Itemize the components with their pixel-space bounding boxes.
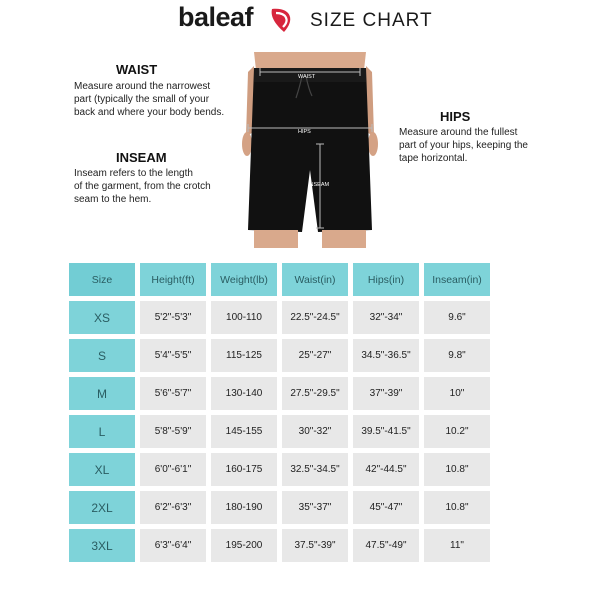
weight-cell: 160-175 (211, 453, 277, 486)
header-height: Height(ft) (140, 263, 206, 296)
size-cell: 2XL (69, 491, 135, 524)
inseam-cell: 10.2" (424, 415, 490, 448)
weight-cell: 130-140 (211, 377, 277, 410)
hips-line-3: tape horizontal. (399, 153, 468, 164)
size-cell: S (69, 339, 135, 372)
waist-cell: 30"-32" (282, 415, 348, 448)
weight-cell: 115-125 (211, 339, 277, 372)
header-size: Size (69, 263, 135, 296)
inseam-line-3: seam to the hem. (74, 194, 152, 205)
height-cell: 5'6"-5'7" (140, 377, 206, 410)
header-waist: Waist(in) (282, 263, 348, 296)
inseam-line-1: Inseam refers to the length (74, 168, 193, 179)
inseam-cell: 11" (424, 529, 490, 562)
table-row (69, 415, 490, 448)
hips-line-1: Measure around the fullest (399, 127, 518, 138)
table-header-row (69, 263, 490, 296)
weight-cell: 100-110 (211, 301, 277, 334)
size-cell: XL (69, 453, 135, 486)
table-row (69, 339, 490, 372)
hips-cell: 32"-34" (353, 301, 419, 334)
header-inseam: Inseam(in) (424, 263, 490, 296)
weight-cell: 195-200 (211, 529, 277, 562)
hips-cell: 34.5"-36.5" (353, 339, 419, 372)
waist-heading: WAIST (116, 62, 158, 77)
height-cell: 6'0"-6'1" (140, 453, 206, 486)
table-row (69, 491, 490, 524)
table-row (69, 529, 490, 562)
size-cell: XS (69, 301, 135, 334)
table-row (69, 301, 490, 334)
waist-cell: 25"-27" (282, 339, 348, 372)
waist-cell: 37.5"-39" (282, 529, 348, 562)
inseam-description (74, 167, 239, 206)
height-cell: 5'2"-5'3" (140, 301, 206, 334)
hips-description (399, 126, 549, 165)
height-cell: 6'2"-6'3" (140, 491, 206, 524)
table-row (69, 377, 490, 410)
table-row (69, 453, 490, 486)
waist-cell: 32.5"-34.5" (282, 453, 348, 486)
waist-cell: 27.5"-29.5" (282, 377, 348, 410)
model-shorts-figure (240, 52, 380, 248)
inseam-heading: INSEAM (116, 150, 167, 165)
height-cell: 5'4"-5'5" (140, 339, 206, 372)
waist-cell: 22.5"-24.5" (282, 301, 348, 334)
weight-cell: 180-190 (211, 491, 277, 524)
inseam-cell: 9.6" (424, 301, 490, 334)
header (0, 2, 600, 36)
size-cell: M (69, 377, 135, 410)
inseam-line-2: of the garment, from the crotch (74, 181, 211, 192)
hips-line-2: part of your hips, keeping the (399, 140, 528, 151)
hips-cell: 42"-44.5" (353, 453, 419, 486)
header-weight: Weight(lb) (211, 263, 277, 296)
waist-line-2: part (typically the small of your (74, 94, 210, 105)
hips-heading: HIPS (440, 109, 471, 124)
size-cell: L (69, 415, 135, 448)
inseam-cell: 9.8" (424, 339, 490, 372)
waist-line-1: Measure around the narrowest (74, 81, 211, 92)
inseam-cell: 10" (424, 377, 490, 410)
brand-name: baleaf (178, 2, 254, 32)
leaf-logo-icon (268, 5, 298, 35)
header-hips: Hips(in) (353, 263, 419, 296)
inseam-cell: 10.8" (424, 491, 490, 524)
size-chart-table (64, 258, 495, 567)
height-cell: 6'3"-6'4" (140, 529, 206, 562)
chart-title: SIZE CHART (310, 10, 433, 31)
waist-description (74, 80, 239, 119)
waist-cell: 35"-37" (282, 491, 348, 524)
figure-label-inseam: INSEAM (308, 182, 330, 188)
figure-label-hips: HIPS (298, 129, 311, 135)
hips-cell: 47.5"-49" (353, 529, 419, 562)
inseam-cell: 10.8" (424, 453, 490, 486)
figure-label-waist: WAIST (298, 74, 316, 80)
height-cell: 5'8"-5'9" (140, 415, 206, 448)
hips-cell: 45"-47" (353, 491, 419, 524)
hips-cell: 39.5"-41.5" (353, 415, 419, 448)
hips-cell: 37"-39" (353, 377, 419, 410)
size-cell: 3XL (69, 529, 135, 562)
waist-line-3: back and where your body bends. (74, 107, 225, 118)
weight-cell: 145-155 (211, 415, 277, 448)
